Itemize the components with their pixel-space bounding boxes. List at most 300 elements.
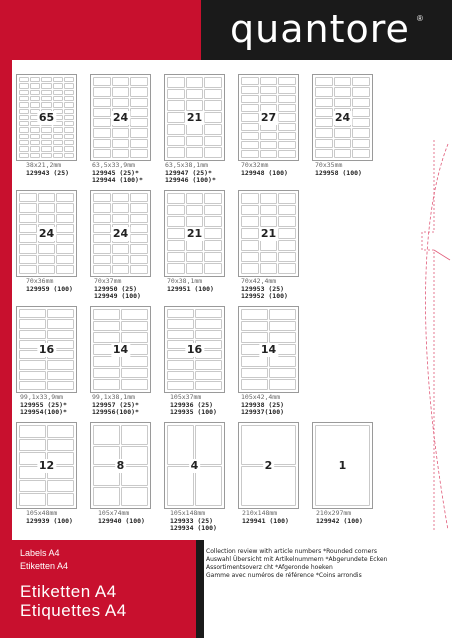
label-cell xyxy=(19,214,37,223)
label-count: 24 xyxy=(112,110,129,124)
label-cell xyxy=(186,124,204,135)
label-cell xyxy=(167,309,194,318)
sheet-caption xyxy=(92,394,139,417)
label-cell xyxy=(130,214,148,223)
label-cell xyxy=(167,330,194,339)
label-cell xyxy=(93,77,111,86)
label-size: 105x74mm xyxy=(98,509,130,517)
label-cell xyxy=(167,216,185,227)
label-cell xyxy=(186,193,204,204)
label-cell xyxy=(204,89,222,100)
label-size: 63,5x33,9mm xyxy=(92,161,136,169)
article-number: 129948 (100) xyxy=(241,168,288,177)
label-count: 21 xyxy=(260,226,277,240)
label-cell xyxy=(47,360,74,369)
article-number: 129952 (100) xyxy=(241,292,288,300)
sheet-12 xyxy=(16,422,77,509)
label-size: 210x297mm xyxy=(316,509,352,517)
legend-line-nl: Assortimentsoverz cht *Afgeronde hoeken xyxy=(206,564,333,571)
label-cell xyxy=(47,493,74,506)
label-cell xyxy=(41,127,51,132)
label-cell xyxy=(269,321,296,332)
label-cell xyxy=(241,77,259,85)
label-cell xyxy=(19,309,46,318)
label-count: 8 xyxy=(116,458,125,472)
label-size: 105x148mm xyxy=(170,509,206,517)
label-cell xyxy=(19,224,37,233)
sheet-caption xyxy=(170,394,217,417)
label-cell xyxy=(186,205,204,216)
legend-line-de: Auswahl Übersicht mit Artikelnummern *Abgerundete Ecken xyxy=(206,556,388,563)
label-size: 70x36mm xyxy=(26,277,54,285)
sheet-caption xyxy=(26,510,73,525)
label-count: 14 xyxy=(112,342,129,356)
label-cell xyxy=(19,109,29,114)
label-cell xyxy=(186,147,204,158)
label-size: 99,1x38,1mm xyxy=(92,393,136,401)
header-red-block xyxy=(0,0,201,60)
label-cell xyxy=(41,153,51,158)
label-cell xyxy=(56,265,74,274)
label-count: 16 xyxy=(38,342,55,356)
label-cell xyxy=(241,252,259,263)
label-cell xyxy=(278,205,296,216)
label-cell xyxy=(241,321,268,332)
article-number: 129959 (100) xyxy=(26,284,73,293)
label-cell xyxy=(167,240,185,251)
label-cell xyxy=(204,100,222,111)
label-cell xyxy=(278,263,296,274)
label-cell xyxy=(93,309,120,320)
label-cell xyxy=(167,136,185,147)
article-number: 129958 (100) xyxy=(315,168,362,177)
article-number: 129946 (100)* xyxy=(165,176,216,184)
brand-logo: quantore xyxy=(230,7,410,51)
label-cell xyxy=(121,379,148,390)
sheet-21-rounded xyxy=(164,74,225,161)
label-cell xyxy=(167,147,185,158)
label-cell xyxy=(93,203,111,212)
footer-label-nl: Etiketten A4 xyxy=(20,561,69,571)
label-cell xyxy=(186,89,204,100)
label-cell xyxy=(93,425,120,445)
label-cell xyxy=(53,127,63,132)
registered-mark: ® xyxy=(417,14,423,23)
label-cell xyxy=(56,244,74,253)
label-cell xyxy=(278,216,296,227)
label-cell xyxy=(260,141,278,149)
label-cell xyxy=(204,112,222,123)
label-size: 105x48mm xyxy=(26,509,58,517)
article-number: 129937(100) xyxy=(241,408,285,416)
label-size: 105x37mm xyxy=(170,393,202,401)
label-cell xyxy=(260,205,278,216)
label-cell xyxy=(53,102,63,107)
label-cell xyxy=(241,141,259,149)
label-cell xyxy=(121,356,148,367)
sheet-caption xyxy=(26,162,69,177)
label-cell xyxy=(41,90,51,95)
label-cell xyxy=(195,360,222,369)
label-cell xyxy=(278,86,296,94)
article-number: 129945 (25)* xyxy=(92,168,139,177)
label-cell xyxy=(204,136,222,147)
label-cell xyxy=(241,113,259,121)
sheet-14-105x42 xyxy=(238,306,299,393)
label-cell xyxy=(47,330,74,339)
label-cell xyxy=(130,87,148,96)
label-size: 63,5x38,1mm xyxy=(165,161,209,169)
article-number: 129941 (100) xyxy=(242,516,289,525)
label-cell xyxy=(93,244,111,253)
label-cell xyxy=(19,90,29,95)
label-cell xyxy=(112,139,130,148)
label-cell xyxy=(41,83,51,88)
label-cell xyxy=(30,146,40,151)
label-cell xyxy=(47,425,74,438)
sheet-caption xyxy=(242,510,289,525)
label-cell xyxy=(64,140,74,145)
label-cell xyxy=(112,214,130,223)
label-cell xyxy=(93,214,111,223)
label-count: 21 xyxy=(186,110,203,124)
label-cell xyxy=(112,128,130,137)
sheet-65 xyxy=(16,74,77,161)
label-cell xyxy=(30,127,40,132)
label-cell xyxy=(269,356,296,367)
label-cell xyxy=(19,234,37,243)
label-cell xyxy=(204,124,222,135)
label-size: 210x148mm xyxy=(242,509,278,517)
label-cell xyxy=(53,153,63,158)
label-size: 38x21,2mm xyxy=(26,161,62,169)
label-cell xyxy=(30,140,40,145)
sheet-16-105x37 xyxy=(164,306,225,393)
label-cell xyxy=(278,113,296,121)
label-cell xyxy=(64,121,74,126)
footer-red-block xyxy=(0,540,196,638)
label-cell xyxy=(112,255,130,264)
label-cell xyxy=(241,104,259,112)
label-cell xyxy=(19,193,37,202)
label-cell xyxy=(41,146,51,151)
label-cell xyxy=(47,439,74,452)
label-cell xyxy=(204,77,222,88)
label-cell xyxy=(130,234,148,243)
label-cell xyxy=(19,244,37,253)
label-cell xyxy=(130,139,148,148)
sheet-8 xyxy=(90,422,151,509)
label-cell xyxy=(130,244,148,253)
label-cell xyxy=(121,368,148,379)
sheet-caption xyxy=(167,278,214,293)
label-cell xyxy=(64,96,74,101)
sheet-caption xyxy=(26,278,73,293)
label-cell xyxy=(53,134,63,139)
label-cell xyxy=(56,255,74,264)
label-cell xyxy=(19,83,29,88)
label-cell xyxy=(269,368,296,379)
label-cell xyxy=(41,140,51,145)
label-count: 14 xyxy=(260,342,277,356)
label-cell xyxy=(241,379,268,390)
label-cell xyxy=(93,379,120,390)
label-cell xyxy=(93,321,120,332)
label-cell xyxy=(204,228,222,239)
label-cell xyxy=(64,134,74,139)
label-cell xyxy=(19,115,29,120)
sheet-caption xyxy=(241,278,288,301)
label-cell xyxy=(278,240,296,251)
label-cell xyxy=(19,439,46,452)
label-cell xyxy=(53,77,63,82)
label-count: 24 xyxy=(334,110,351,124)
label-cell xyxy=(47,381,74,390)
label-cell xyxy=(19,480,46,493)
legend-line-en: Collection review with article numbers *Rounded corners xyxy=(206,548,377,555)
label-cell xyxy=(53,90,63,95)
label-cell xyxy=(112,203,130,212)
label-cell xyxy=(19,77,29,82)
label-cell xyxy=(93,224,111,233)
label-cell xyxy=(167,319,194,328)
label-cell xyxy=(112,87,130,96)
label-cell xyxy=(53,146,63,151)
label-cell xyxy=(19,102,29,107)
label-cell xyxy=(167,77,185,88)
label-cell xyxy=(64,109,74,114)
sheet-caption xyxy=(241,394,284,417)
label-cell xyxy=(30,90,40,95)
sheet-16-rounded xyxy=(16,306,77,393)
label-cell xyxy=(41,96,51,101)
sheet-caption xyxy=(170,510,217,533)
label-count: 24 xyxy=(112,226,129,240)
label-size: 99,1x33,9mm xyxy=(20,393,64,401)
label-count: 4 xyxy=(190,458,199,472)
article-number: 129944 (100)* xyxy=(92,176,143,184)
label-cell xyxy=(241,309,268,320)
label-cell xyxy=(53,140,63,145)
label-cell xyxy=(112,77,130,86)
label-cell xyxy=(167,381,194,390)
label-cell xyxy=(130,77,148,86)
label-cell xyxy=(47,309,74,318)
label-cell xyxy=(204,240,222,251)
label-cell xyxy=(241,356,268,367)
label-cell xyxy=(260,86,278,94)
label-cell xyxy=(167,263,185,274)
label-count: 21 xyxy=(186,226,203,240)
label-cell xyxy=(278,141,296,149)
label-cell xyxy=(130,128,148,137)
label-cell xyxy=(204,193,222,204)
footer-band xyxy=(0,540,452,638)
label-cell xyxy=(19,96,29,101)
article-number: 129956(100)* xyxy=(92,408,139,416)
article-number: 129938 (25) xyxy=(241,400,285,409)
label-size: 70x42,4mm xyxy=(241,277,277,285)
label-cell xyxy=(19,255,37,264)
label-cell xyxy=(93,108,111,117)
label-cell xyxy=(241,132,259,140)
label-cell xyxy=(38,255,56,264)
article-number: 129942 (100) xyxy=(316,516,363,525)
label-cell xyxy=(241,150,259,158)
label-count: 16 xyxy=(186,342,203,356)
label-cell xyxy=(19,127,29,132)
label-cell xyxy=(19,203,37,212)
label-cell xyxy=(121,425,148,445)
label-cell xyxy=(278,77,296,85)
label-cell xyxy=(93,193,111,202)
sheet-4 xyxy=(164,422,225,509)
label-cell xyxy=(278,228,296,239)
label-count: 2 xyxy=(264,458,273,472)
label-cell xyxy=(112,244,130,253)
label-cell xyxy=(41,134,51,139)
fold-die-cut-line xyxy=(300,60,452,540)
label-cell xyxy=(260,77,278,85)
label-cell xyxy=(130,203,148,212)
label-cell xyxy=(130,118,148,127)
label-cell xyxy=(278,104,296,112)
label-cell xyxy=(93,98,111,107)
label-cell xyxy=(121,309,148,320)
label-cell xyxy=(167,112,185,123)
label-cell xyxy=(130,255,148,264)
label-cell xyxy=(112,98,130,107)
label-cell xyxy=(38,203,56,212)
label-cell xyxy=(19,360,46,369)
label-cell xyxy=(38,214,56,223)
label-cell xyxy=(130,193,148,202)
label-size: 70x32mm xyxy=(241,161,269,169)
label-cell xyxy=(93,128,111,137)
label-cell xyxy=(93,149,111,158)
sheet-21-70x42 xyxy=(238,190,299,277)
article-number: 129947 (25)* xyxy=(165,168,212,177)
sheet-24-rounded xyxy=(90,74,151,161)
article-number: 129936 (25) xyxy=(170,400,214,409)
label-cell xyxy=(19,265,37,274)
label-cell xyxy=(64,90,74,95)
footer-title-fr: Etiquettes A4 xyxy=(20,601,127,620)
label-cell xyxy=(93,234,111,243)
label-cell xyxy=(93,139,111,148)
label-cell xyxy=(167,228,185,239)
label-cell xyxy=(195,309,222,318)
label-cell xyxy=(19,146,29,151)
label-cell xyxy=(64,153,74,158)
label-cell xyxy=(64,127,74,132)
label-cell xyxy=(167,193,185,204)
label-cell xyxy=(19,371,46,380)
label-cell xyxy=(38,193,56,202)
article-number: 129953 (25) xyxy=(241,284,285,293)
article-number: 129951 (100) xyxy=(167,284,214,293)
label-cell xyxy=(64,77,74,82)
label-cell xyxy=(260,240,278,251)
article-number: 129943 (25) xyxy=(26,168,70,177)
label-cell xyxy=(93,87,111,96)
label-cell xyxy=(121,321,148,332)
label-size: 105x42,4mm xyxy=(241,393,281,401)
label-cell xyxy=(278,150,296,158)
label-cell xyxy=(47,319,74,328)
label-cell xyxy=(112,193,130,202)
label-cell xyxy=(47,480,74,493)
footer-title-de: Etiketten A4 xyxy=(20,582,117,601)
label-cell xyxy=(64,102,74,107)
label-cell xyxy=(167,371,194,380)
label-cell xyxy=(186,252,204,263)
label-size: 70x38,1mm xyxy=(167,277,203,285)
label-cell xyxy=(41,77,51,82)
label-cell xyxy=(93,255,111,264)
label-cell xyxy=(19,134,29,139)
label-count: 24 xyxy=(38,226,55,240)
label-cell xyxy=(195,381,222,390)
label-cell xyxy=(130,98,148,107)
article-number: 129954(100)* xyxy=(20,408,67,416)
label-cell xyxy=(186,77,204,88)
label-cell xyxy=(167,124,185,135)
footer-legend xyxy=(206,548,387,580)
footer-black-strip xyxy=(196,540,204,638)
label-cell xyxy=(260,132,278,140)
label-cell xyxy=(167,252,185,263)
label-cell xyxy=(19,381,46,390)
label-cell xyxy=(167,89,185,100)
label-cell xyxy=(241,263,259,274)
label-cell xyxy=(93,487,120,507)
label-cell xyxy=(112,265,130,274)
label-cell xyxy=(167,360,194,369)
article-number: 129933 (25) xyxy=(170,516,214,525)
label-cell xyxy=(30,134,40,139)
sheet-14-rounded xyxy=(90,306,151,393)
label-cell xyxy=(93,265,111,274)
sheet-caption xyxy=(165,162,216,185)
label-cell xyxy=(241,95,259,103)
label-cell xyxy=(278,193,296,204)
sheet-caption xyxy=(20,394,67,417)
label-cell xyxy=(186,136,204,147)
sheet-caption xyxy=(98,510,145,525)
article-number: 129935 (100) xyxy=(170,408,217,416)
label-cell xyxy=(56,224,74,233)
label-count: 65 xyxy=(38,110,55,124)
article-number: 129934 (100) xyxy=(170,524,217,532)
label-cell xyxy=(241,216,259,227)
label-cell xyxy=(19,493,46,506)
label-cell xyxy=(121,487,148,507)
label-cell xyxy=(130,108,148,117)
label-cell xyxy=(56,234,74,243)
label-cell xyxy=(241,86,259,94)
label-cell xyxy=(64,146,74,151)
article-number: 129950 (25) xyxy=(94,284,138,293)
label-cell xyxy=(260,150,278,158)
label-cell xyxy=(130,265,148,274)
label-cell xyxy=(19,425,46,438)
label-cell xyxy=(47,371,74,380)
label-cell xyxy=(130,224,148,233)
label-cell xyxy=(278,132,296,140)
label-cell xyxy=(195,371,222,380)
label-count: 1 xyxy=(338,458,347,472)
